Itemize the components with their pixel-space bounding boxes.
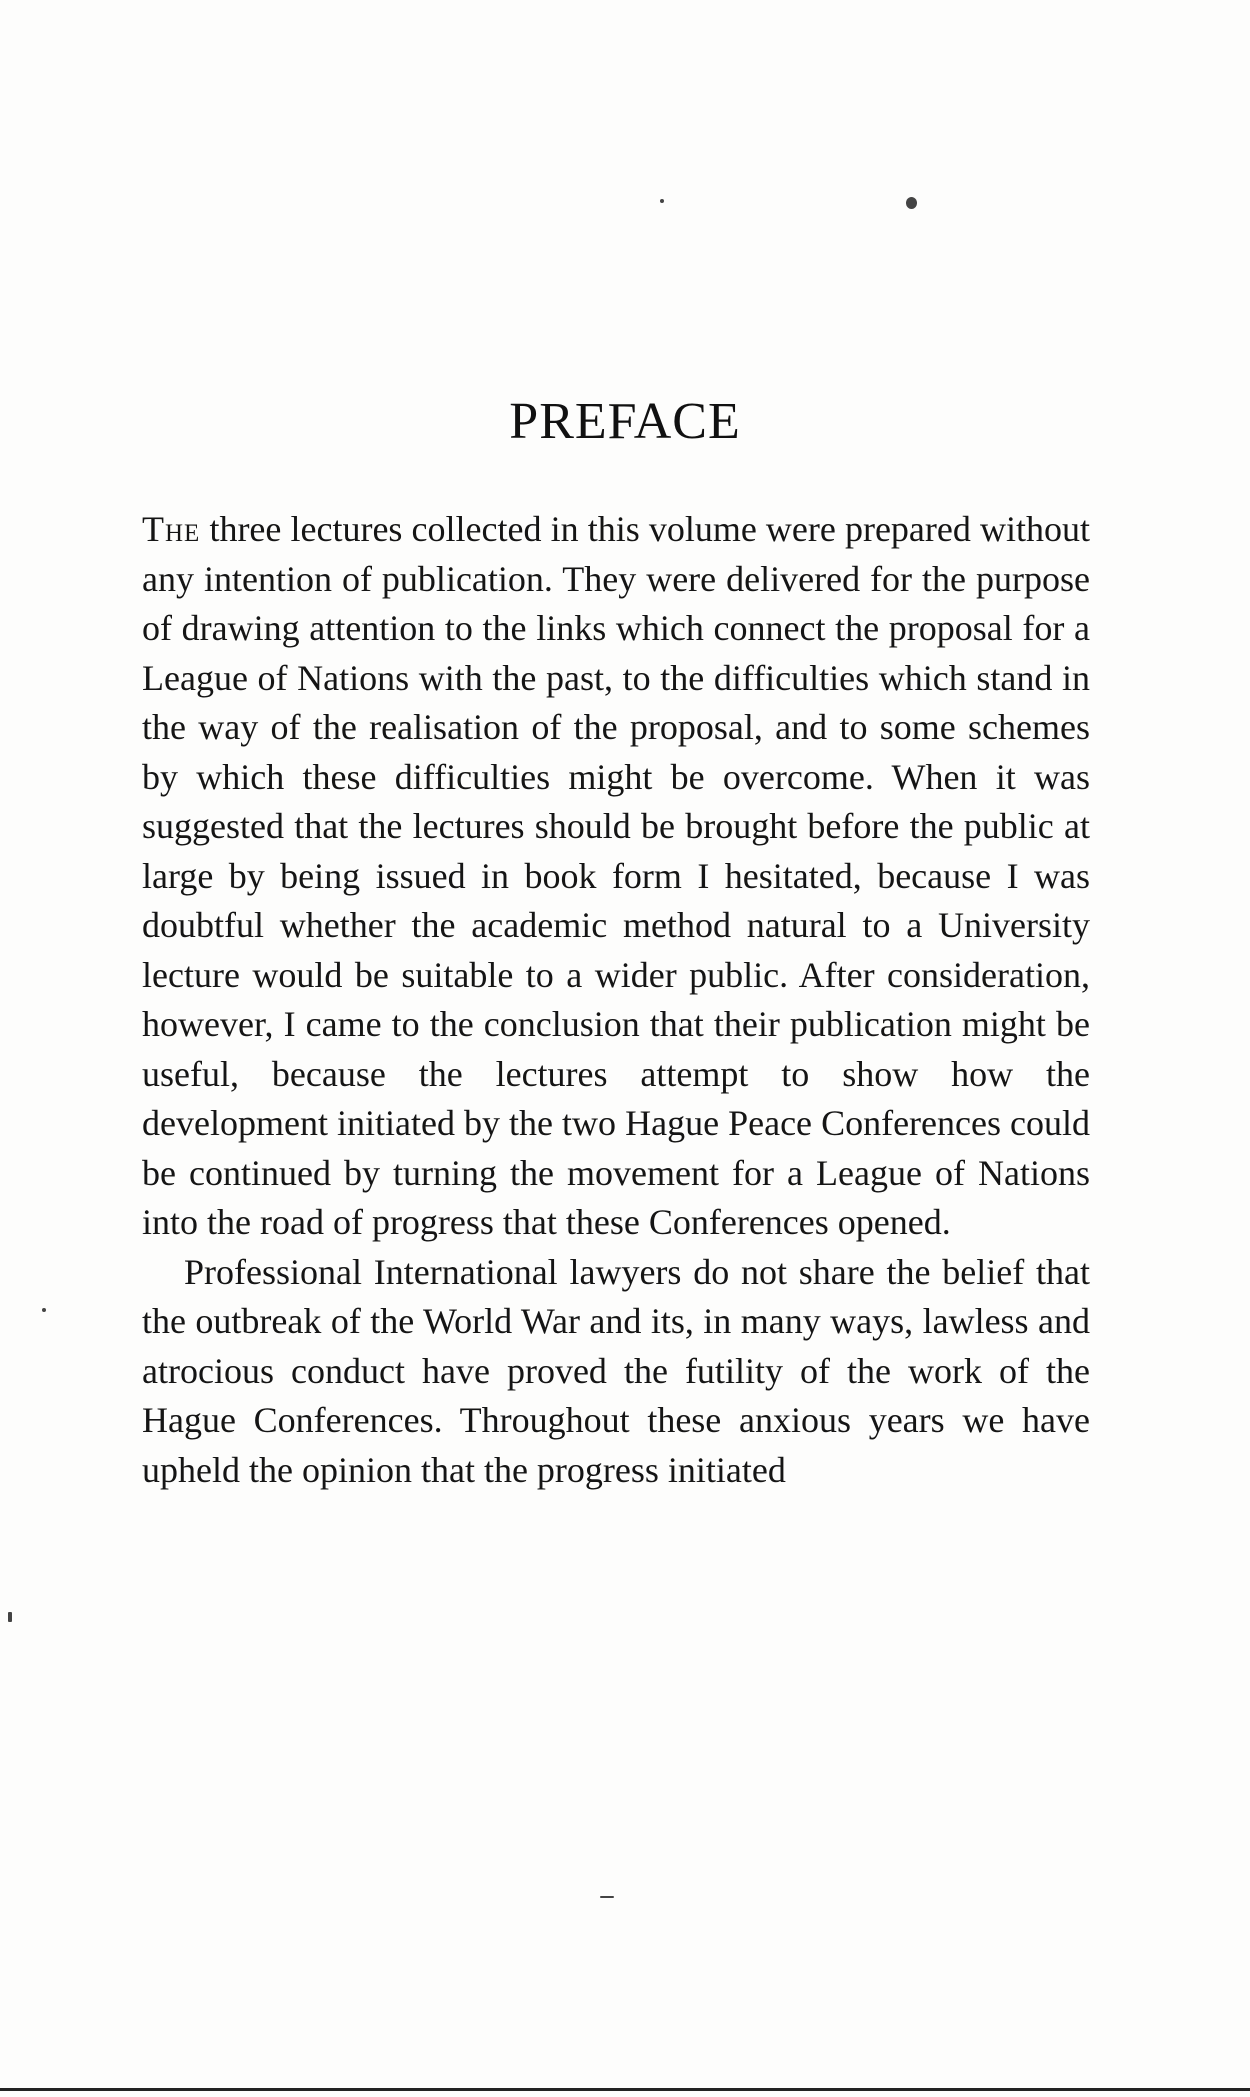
print-speck: [600, 1896, 614, 1898]
page-bottom-edge: [0, 2088, 1250, 2091]
print-speck: [42, 1308, 46, 1312]
paragraph-1-text: three lectures collected in this volume were prepared without any intention of publication. They were delivered for the purpose of drawing attention to the links which connect the proposal for a League of Nations with the past, to the difficulties which stand in the way of the realisation of the proposal, and to some schemes by which these difficulties might be overcome. When it was suggested that the lectures should be brought before the public at large by being issued in book form I hesitated, because I was doubtful whether the academic method natural to a University lecture would be suitable to a wider public. After consideration, however, I came to the conclusion that their publication might be useful, because the lectures attempt to show how the development initiated by the two Hague Peace Conferences could be continued by turning the movement for a League of Nations into the road of progress that these Conferences opened.: [142, 509, 1090, 1242]
paragraph-2: [142, 1248, 1090, 1496]
page-title: PREFACE: [509, 393, 741, 450]
preface-body: [142, 505, 1090, 1495]
paragraph-2-text: Professional International lawyers do not share the belief that the outbreak of the World War and its, in many ways, lawless and atrocious conduct have proved the futility of the work of the Hague Conferences. Throughout these anxious years we have upheld the opinion that the progress initiated: [142, 1251, 1090, 1490]
print-speck: [660, 199, 664, 203]
print-speck: [8, 1612, 12, 1622]
paragraph-1-lead: The: [142, 509, 201, 549]
paragraph-1: [142, 505, 1090, 1248]
print-speck: [906, 197, 917, 209]
